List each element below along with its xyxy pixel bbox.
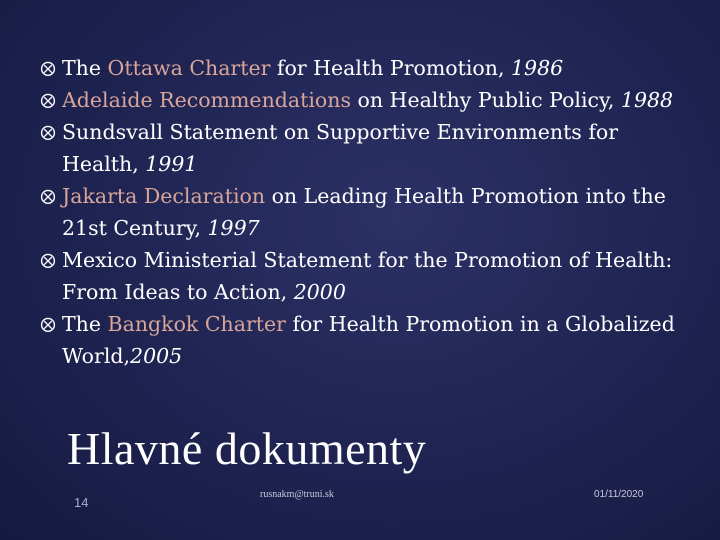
bullet-year: 2000 [293,280,346,304]
circled-x-icon: ⨂ [40,251,56,269]
circled-x-icon: ⨂ [40,187,56,205]
circled-x-icon: ⨂ [40,91,56,109]
slide-title: Hlavné dokumenty [67,423,427,474]
bullet-text-post: on Healthy Public Policy, [350,88,621,112]
circled-x-icon: ⨂ [40,123,56,141]
bullet-item [38,52,698,84]
bullet-year: 1986 [511,56,564,80]
bullet-highlight: Jakarta Declaration [62,184,266,208]
bullet-year: 1988 [620,88,674,112]
bullet-item [38,308,698,372]
bullet-text-pre: Sundsvall Statement on Supportive Environments for Health, [62,120,619,176]
bullet-highlight: Bangkok Charter [107,312,286,336]
bullet-text-post: for Health Promotion in a Globalized World, [62,312,675,368]
bullet-text-pre: The [62,312,108,336]
bullet-highlight: Adelaide Recommendations [62,88,351,112]
footer-email: rusnakm@truni.sk [260,489,334,500]
bullet-item [38,244,698,308]
bullet-highlight: Ottawa Charter [107,56,271,80]
bullet-year: 1997 [207,216,260,240]
circled-x-icon: ⨂ [40,59,56,77]
bullet-text-pre: Mexico Ministerial Statement for the Promotion of Health: From Ideas to Action, [62,248,673,304]
bullet-item [38,116,698,180]
slide-number: 14 [74,495,89,510]
bullet-year: 1991 [145,152,198,176]
footer-date: 01/11/2020 [594,489,644,500]
bullet-text-post: for Health Promotion, [270,56,512,80]
bullet-item [38,84,698,116]
bullet-text-post: on Leading Health Promotion into the 21st Century, [62,184,666,240]
bullet-list [38,52,698,372]
circled-x-icon: ⨂ [40,315,56,333]
bullet-text-pre: The [62,56,108,80]
bullet-year: 2005 [130,344,183,368]
bullet-item [38,180,698,244]
